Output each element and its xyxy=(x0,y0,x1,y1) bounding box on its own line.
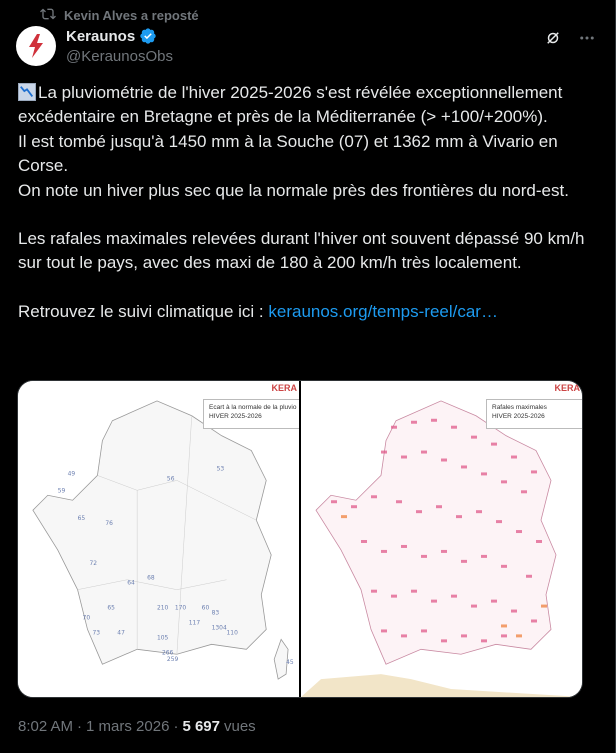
left-map-brand: KERA xyxy=(271,383,297,393)
text-line-4: Les rafales maximales relevées durant l'hiver ont souvent dépassé 90 km/h sur tout le pays, avec des maxi de 180 à 200 km/h très localement. xyxy=(18,229,585,273)
svg-text:170: 170 xyxy=(174,604,187,612)
svg-text:110: 110 xyxy=(226,629,238,637)
svg-text:68: 68 xyxy=(147,574,155,582)
meta-separator-2: · xyxy=(173,718,179,735)
tweet-date[interactable]: 1 mars 2026 xyxy=(86,718,170,735)
svg-text:105: 105 xyxy=(157,634,169,642)
meta-separator: · xyxy=(77,718,83,735)
views-count: 5 697 xyxy=(182,718,220,735)
svg-text:53: 53 xyxy=(216,465,225,473)
rainfall-anomaly-map-image[interactable] xyxy=(18,381,299,697)
repost-header[interactable] xyxy=(40,6,199,24)
svg-text:47: 47 xyxy=(117,629,125,637)
climate-link[interactable]: keraunos.org/temps-reel/car… xyxy=(268,301,498,321)
svg-text:117: 117 xyxy=(188,619,201,627)
verified-badge-icon xyxy=(139,27,157,45)
svg-text:72: 72 xyxy=(89,559,98,567)
svg-text:64: 64 xyxy=(127,579,135,587)
text-line-3: On note un hiver plus sec que la normale près des frontières du nord-est. xyxy=(18,180,569,200)
more-icon[interactable] xyxy=(577,28,597,48)
svg-text:1304: 1304 xyxy=(211,624,227,632)
views-label: vues xyxy=(223,718,256,735)
svg-text:266: 266 xyxy=(161,649,174,657)
svg-text:65: 65 xyxy=(77,515,86,523)
svg-text:259: 259 xyxy=(166,656,179,664)
left-legend-title: Ecart à la normale de la pluvio xyxy=(209,404,297,411)
svg-text:49: 49 xyxy=(67,470,76,478)
right-map-legend xyxy=(486,399,582,429)
tweet-text xyxy=(18,81,598,324)
right-legend-title: Rafales maximales xyxy=(492,404,547,411)
avatar[interactable] xyxy=(16,26,56,66)
svg-text:60: 60 xyxy=(201,604,210,612)
lightning-logo-icon xyxy=(25,33,47,59)
svg-text:45: 45 xyxy=(286,659,294,667)
svg-text:56: 56 xyxy=(166,475,175,483)
author-handle[interactable]: @KeraunosObs xyxy=(66,48,173,65)
media-grid xyxy=(17,380,583,698)
svg-text:76: 76 xyxy=(105,520,113,528)
left-legend-sub: HIVER 2025-2026 xyxy=(209,413,262,420)
svg-text:73: 73 xyxy=(92,629,101,637)
max-gusts-map-image[interactable] xyxy=(301,381,582,697)
text-line-5-prefix: Retrouvez le suivi climatique ici : xyxy=(18,301,269,321)
right-map-brand: KERA xyxy=(554,383,580,393)
svg-text:70: 70 xyxy=(82,614,91,622)
text-line-1: La pluviométrie de l'hiver 2025-2026 s'est révélée exceptionnellement excédentaire en Bretagne et près de la Méditerranée (> +100/+200%). xyxy=(18,83,563,127)
svg-text:210: 210 xyxy=(157,604,169,612)
svg-text:65: 65 xyxy=(107,604,115,612)
grok-icon[interactable] xyxy=(543,28,563,48)
author-name[interactable]: Keraunos xyxy=(66,27,136,45)
svg-text:83: 83 xyxy=(211,609,220,617)
chart-decreasing-emoji-icon xyxy=(18,83,36,101)
repost-icon xyxy=(40,6,56,25)
right-legend-sub: HIVER 2025-2026 xyxy=(492,413,545,420)
repost-text: Kevin Alves a reposté xyxy=(64,7,199,23)
text-line-2: Il est tombé jusqu'à 1450 mm à la Souche (07) et 1362 mm à Vivario en Corse. xyxy=(18,131,558,176)
svg-text:59: 59 xyxy=(57,487,66,495)
left-map-legend xyxy=(203,399,299,429)
tweet-meta xyxy=(18,718,256,735)
tweet-time[interactable]: 8:02 AM xyxy=(18,718,74,735)
